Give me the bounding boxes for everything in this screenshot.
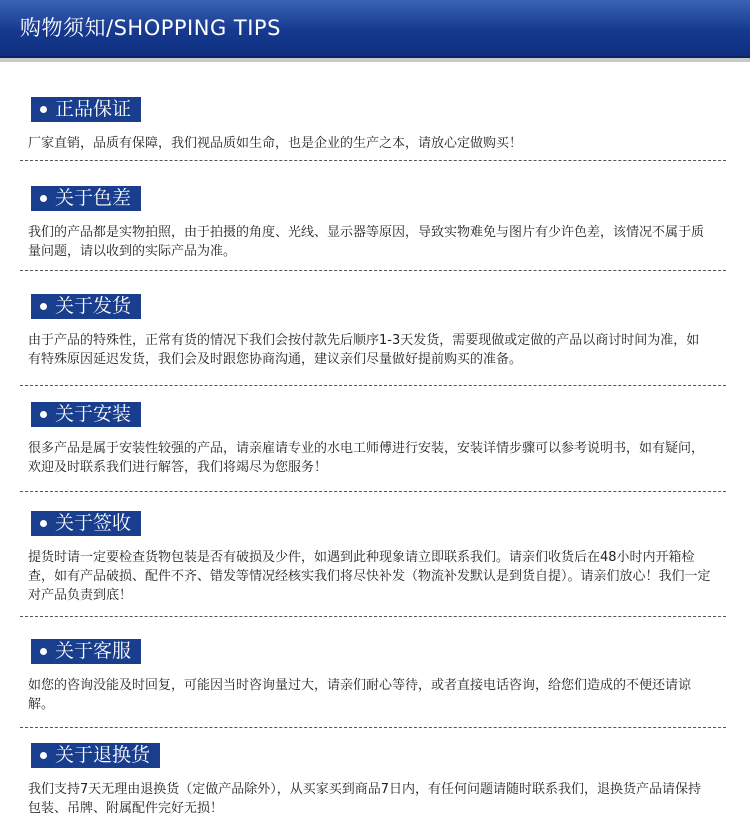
section-text: 厂家直销，品质有保障，我们视品质如生命，也是企业的生产之本，请放心定做购买！ — [28, 136, 523, 151]
bullet-dot-icon — [40, 648, 47, 655]
dashed-divider — [20, 491, 726, 492]
dashed-divider — [20, 160, 726, 161]
section-title: 关于发货 — [55, 295, 132, 317]
bullet-dot-icon — [40, 520, 47, 527]
page-title: 购物须知/SHOPPING TIPS — [20, 16, 281, 40]
section-title: 关于退换货 — [55, 744, 151, 766]
section-text: 提货时请一定要检查货物包装是否有破损及少件，如遇到此种现象请立即联系我们。请亲们收货后在48小时内开箱检查，如有产品破损、配件不齐、错发等情况经核实我们将尽快补发（物流补发默认是到货自提）。请亲们放心！我们一定对产品负责到底！ — [28, 550, 711, 603]
dashed-divider — [20, 616, 726, 617]
section-title: 关于安装 — [55, 403, 132, 425]
section-title: 关于客服 — [55, 640, 132, 662]
section-title-badge — [31, 639, 141, 664]
section-title: 关于签收 — [55, 512, 132, 534]
page-header — [0, 0, 750, 58]
dashed-divider — [20, 727, 726, 728]
bullet-dot-icon — [40, 752, 47, 759]
bullet-dot-icon — [40, 303, 47, 310]
section-title-badge — [31, 294, 141, 319]
section-title: 正品保证 — [55, 98, 132, 120]
section-title: 关于色差 — [55, 187, 132, 209]
section-text: 如您的咨询没能及时回复，可能因当时咨询量过大，请亲们耐心等待，或者直接电话咨询，给您们造成的不便还请谅解。 — [28, 678, 692, 712]
bullet-dot-icon — [40, 411, 47, 418]
header-divider — [0, 58, 750, 62]
section-title-badge — [31, 402, 141, 427]
bullet-dot-icon — [40, 195, 47, 202]
section-text: 很多产品是属于安装性较强的产品，请亲雇请专业的水电工师傅进行安装，安装详情步骤可以参考说明书，如有疑问，欢迎及时联系我们进行解答，我们将竭尽为您服务！ — [28, 441, 705, 475]
dashed-divider — [20, 270, 726, 271]
section-title-badge — [31, 186, 141, 211]
section-text: 我们支持7天无理由退换货（定做产品除外），从买家买到商品7日内，有任何问题请随时联系我们，退换货产品请保持包装、吊牌、附属配件完好无损！ — [28, 782, 702, 816]
section-title-badge — [31, 97, 141, 122]
section-title-badge — [31, 743, 160, 768]
bullet-dot-icon — [40, 106, 47, 113]
dashed-divider — [20, 385, 726, 386]
section-title-badge — [31, 511, 141, 536]
section-text: 我们的产品都是实物拍照，由于拍摄的角度、光线、显示器等原因，导致实物难免与图片有少许色差，该情况不属于质量问题，请以收到的实际产品为准。 — [28, 225, 705, 259]
section-text: 由于产品的特殊性，正常有货的情况下我们会按付款先后顺序1-3天发货，需要现做或定做的产品以商讨时间为准，如有特殊原因延迟发货，我们会及时跟您协商沟通，建议亲们尽量做好提前购买的准备。 — [28, 333, 700, 367]
